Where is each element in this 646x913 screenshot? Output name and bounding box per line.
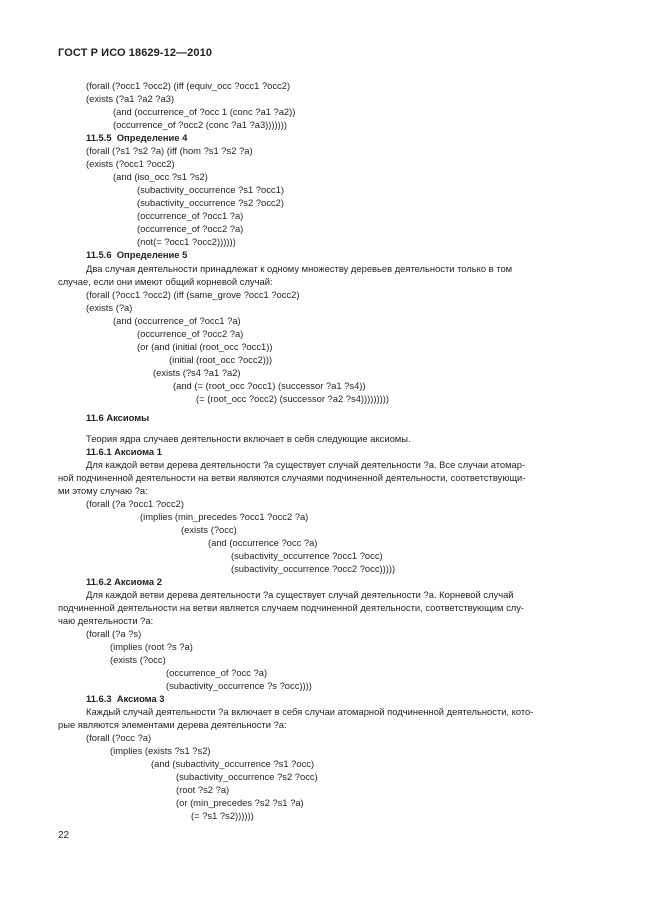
code-line: (exists (?a1 ?a2 ?a3) <box>86 93 175 104</box>
code-line: (forall (?occ1 ?occ2) (iff (same_grove ?occ1 ?occ2) <box>86 289 300 300</box>
code-line: (= ?s1 ?s2)))))) <box>191 810 254 821</box>
code-line: (occurrence_of ?occ2 ?a) <box>137 223 244 234</box>
section-heading-11-6-1: 11.6.1 Аксиома 1 <box>86 446 162 457</box>
section-heading-11-5-5: 11.5.5 Определение 4 <box>86 132 188 143</box>
code-line: (occurrence_of ?occ ?a) <box>166 667 268 678</box>
paragraph-line: Каждый случай деятельности ?a включает в себя случаи атомарной подчиненной деятельности, кото- <box>86 706 534 717</box>
paragraph-line: случае, если они имеют общий корневой случай: <box>58 276 273 287</box>
code-line: (= (root_occ ?occ2) (successor ?a2 ?s4))))))))) <box>196 393 390 404</box>
paragraph-line: чаю деятельности ?a: <box>58 615 154 626</box>
page-number: 22 <box>58 830 70 841</box>
code-line: (and (= (root_occ ?occ1) (successor ?a1 ?s4)) <box>173 380 366 391</box>
code-line: (initial (root_occ ?occ2))) <box>169 354 273 365</box>
section-heading-11-6: 11.6 Аксиомы <box>86 412 150 423</box>
code-line: (subactivity_occurrence ?s ?occ)))) <box>166 680 312 691</box>
code-line: (and (subactivity_occurrence ?s1 ?occ) <box>151 758 315 769</box>
code-line: (occurrence_of ?occ2 ?a) <box>137 328 244 339</box>
paragraph-line: подчиненной деятельности на ветви является случаем подчиненной деятельности, соответствующим слу- <box>58 602 525 613</box>
code-line: (subactivity_occurrence ?occ1 ?occ) <box>231 550 383 561</box>
paragraph-line: Теория ядра случаев деятельности включает в себя следующие аксиомы. <box>86 433 411 444</box>
code-line: (implies (min_precedes ?occ1 ?occ2 ?a) <box>140 511 309 522</box>
paragraph-line: ной подчиненной деятельности на ветви являются случаями подчиненной деятельности, соответствующи- <box>58 472 526 483</box>
code-line: (exists (?s4 ?a1 ?a2) <box>153 367 241 378</box>
code-line: (implies (root ?s ?a) <box>110 641 193 652</box>
paragraph-line: Два случая деятельности принадлежат к одному множеству деревьев деятельности только в том <box>86 263 513 274</box>
paragraph-line: Для каждой ветви дерева деятельности ?a существует случай деятельности ?a. Корневой случай <box>86 589 514 600</box>
code-line: (exists (?occ) <box>110 654 166 665</box>
code-line: (root ?s2 ?a) <box>176 784 230 795</box>
document-header-title: ГОСТ Р ИСО 18629-12—2010 <box>58 47 213 59</box>
code-line: (exists (?occ) <box>181 524 237 535</box>
section-heading-11-6-3: 11.6.3 Аксиома 3 <box>86 693 165 704</box>
code-line: (and (occurrence_of ?occ1 ?a) <box>113 315 241 326</box>
paragraph-line: Для каждой ветви дерева деятельности ?a существует случай деятельности ?a. Все случаи атомар- <box>86 459 526 470</box>
code-line: (not(= ?occ1 ?occ2)))))) <box>137 236 236 247</box>
code-line: (exists (?a) <box>86 302 133 313</box>
code-line: (subactivity_occurrence ?s1 ?occ1) <box>137 184 284 195</box>
code-line: (forall (?a ?s) <box>86 628 142 639</box>
section-heading-11-5-6: 11.5.6 Определение 5 <box>86 249 188 260</box>
code-line: (forall (?occ1 ?occ2) (iff (equiv_occ ?occ1 ?occ2) <box>86 80 291 91</box>
code-line: (forall (?a ?occ1 ?occ2) <box>86 498 184 509</box>
section-heading-11-6-2: 11.6.2 Аксиома 2 <box>86 576 162 587</box>
code-line: (subactivity_occurrence ?s2 ?occ) <box>176 771 318 782</box>
paragraph-line: ми этому случаю ?a: <box>58 485 148 496</box>
code-line: (forall (?occ ?a) <box>86 732 152 743</box>
paragraph-line: рые являются элементами дерева деятельности ?a: <box>58 719 287 730</box>
code-line: (implies (exists ?s1 ?s2) <box>110 745 211 756</box>
code-line: (exists (?occ1 ?occ2) <box>86 158 175 169</box>
code-line: (or (and (initial (root_occ ?occ1)) <box>137 341 273 352</box>
code-line: (subactivity_occurrence ?s2 ?occ2) <box>137 197 284 208</box>
code-line: (occurrence_of ?occ2 (conc ?a1 ?a3))))))) <box>113 119 288 130</box>
code-line: (and (iso_occ ?s1 ?s2) <box>113 171 208 182</box>
code-line: (subactivity_occurrence ?occ2 ?occ))))) <box>231 563 396 574</box>
code-line: (and (occurrence ?occ ?a) <box>208 537 318 548</box>
code-line: (occurrence_of ?occ1 ?a) <box>137 210 244 221</box>
code-line: (and (occurrence_of ?occ 1 (conc ?a1 ?a2)) <box>113 106 296 117</box>
code-line: (or (min_precedes ?s2 ?s1 ?a) <box>176 797 304 808</box>
code-line: (forall (?s1 ?s2 ?a) (iff (hom ?s1 ?s2 ?a) <box>86 145 253 156</box>
